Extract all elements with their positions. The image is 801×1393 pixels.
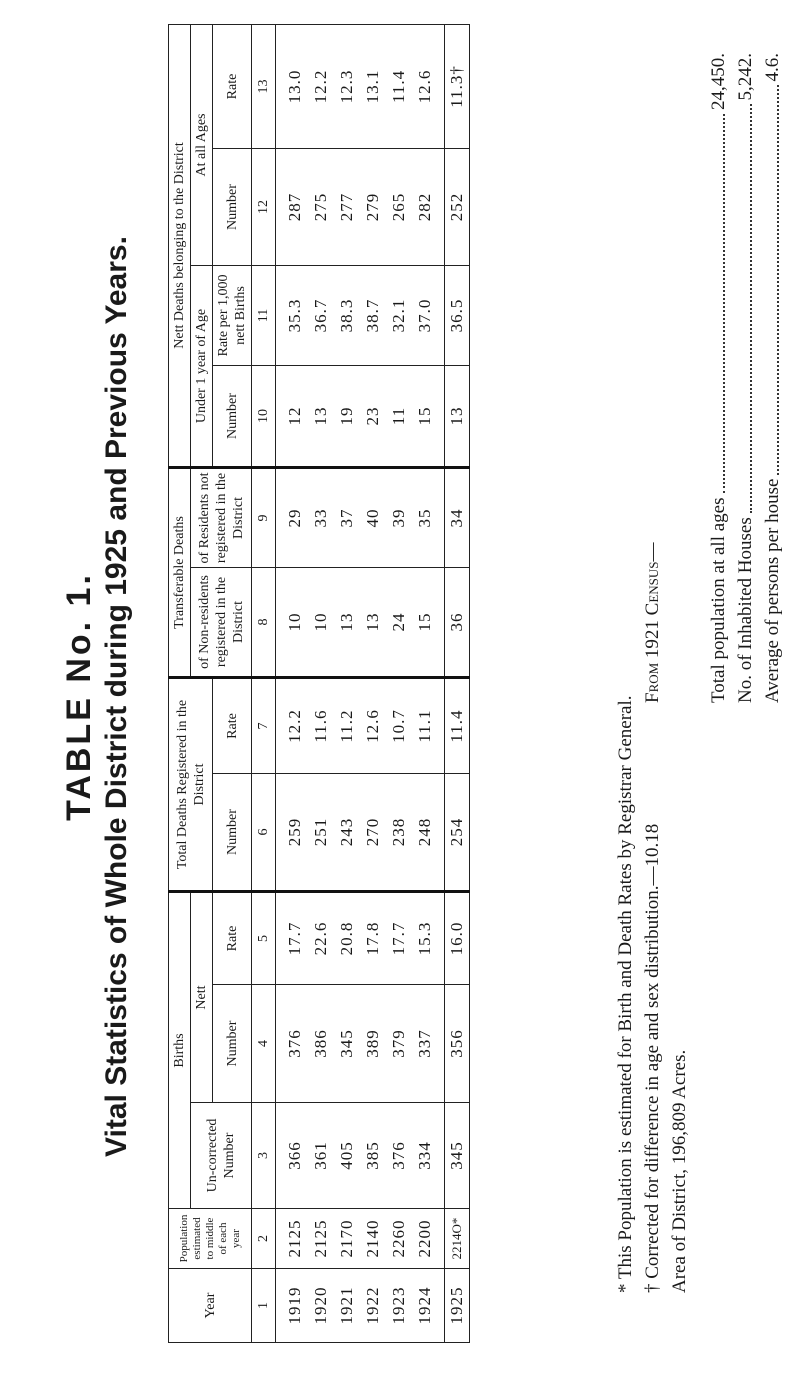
- cell-value: 37: [337, 508, 356, 528]
- cell-value: 275: [311, 192, 330, 222]
- birth-rate-column: [276, 892, 445, 985]
- under-1-rate-header: Rate per 1,000 nett Births: [213, 266, 252, 366]
- census-line: [759, 53, 786, 703]
- cell-value: 243: [337, 817, 356, 847]
- value-list: [282, 1273, 438, 1338]
- cell-value: 12: [285, 406, 304, 426]
- cell-value: 251: [311, 817, 330, 847]
- cell-value: 12.2: [311, 69, 330, 104]
- table-title: TABLE No. 1.: [60, 572, 98, 821]
- cell-value: 1920: [311, 1286, 330, 1325]
- all-ages-header: At all Ages: [191, 24, 213, 265]
- cell-value: 389: [363, 1029, 382, 1058]
- nett-header: Nett: [191, 892, 213, 1103]
- cell-value: 13: [363, 612, 382, 632]
- cell-value: 22.6: [311, 921, 330, 956]
- column-number: 5: [252, 892, 276, 985]
- uncorrected-births-column: [276, 1103, 445, 1209]
- total-deaths-rate-header: Rate: [213, 678, 252, 774]
- header-row-1: [169, 24, 191, 1342]
- cell-value: 13.0: [285, 69, 304, 104]
- total-nett-births: 356: [445, 985, 470, 1103]
- value-list: [282, 370, 438, 462]
- population-column: [276, 1209, 445, 1269]
- leader-dots: [705, 114, 725, 493]
- footnotes: [612, 93, 693, 1293]
- cell-value: 366: [285, 1141, 304, 1170]
- cell-value: 36.7: [311, 298, 330, 333]
- residents-not-registered-header: of Residents not registered in the District: [191, 468, 252, 568]
- residents-not-registered-column: [276, 468, 445, 568]
- leader-dots: [732, 105, 752, 514]
- cell-value: 287: [285, 192, 304, 222]
- total-deaths-rate-column: [276, 678, 445, 774]
- census-value: 4.6.: [762, 53, 783, 82]
- year-column: [276, 1269, 445, 1343]
- cell-value: 23: [363, 406, 382, 426]
- cell-value: 12.3: [337, 69, 356, 104]
- column-number: 1: [252, 1269, 276, 1343]
- cell-value: 17.7: [389, 921, 408, 956]
- column-number: 13: [252, 24, 276, 148]
- column-number: 2: [252, 1209, 276, 1269]
- cell-value: 2200: [415, 1219, 434, 1258]
- column-number: 6: [252, 774, 276, 892]
- value-list: [282, 989, 438, 1098]
- cell-value: 11.4: [389, 69, 408, 104]
- uncorrected-number-header: Un-corrected Number: [191, 1103, 252, 1209]
- under-1-number-header: Number: [213, 366, 252, 468]
- cell-value: 1919: [285, 1286, 304, 1325]
- total-non-residents: 36: [445, 568, 470, 678]
- cell-value: 376: [285, 1029, 304, 1058]
- cell-value: 17.7: [285, 921, 304, 956]
- value-list: [282, 683, 438, 769]
- transferable-deaths-header: Transferable Deaths: [169, 468, 191, 678]
- census-summary: [705, 53, 786, 703]
- cell-value: 11: [389, 406, 408, 426]
- cell-value: 337: [415, 1029, 434, 1058]
- cell-value: 1921: [337, 1286, 356, 1325]
- cell-value: 33: [311, 508, 330, 528]
- column-number: 11: [252, 266, 276, 366]
- census-line: [705, 53, 732, 703]
- birth-rate-header: Rate: [213, 892, 252, 985]
- census-label: Total population at all ages: [708, 497, 729, 703]
- column-number: 12: [252, 149, 276, 266]
- cell-value: 1922: [363, 1286, 382, 1325]
- cell-value: 376: [389, 1141, 408, 1170]
- cell-value: 38.3: [337, 298, 356, 333]
- cell-value: 259: [285, 817, 304, 847]
- value-list: [282, 473, 438, 563]
- cell-value: 35: [415, 508, 434, 528]
- data-row: [276, 24, 445, 1342]
- column-number: 8: [252, 568, 276, 678]
- cell-value: 13: [337, 612, 356, 632]
- total-under-1-number: 13: [445, 366, 470, 468]
- total-deaths-number-column: [276, 774, 445, 892]
- cell-value: 32.1: [389, 298, 408, 333]
- cell-value: 19: [337, 406, 356, 426]
- births-header: Births: [169, 892, 191, 1209]
- cell-value: 29: [285, 508, 304, 528]
- area-of-district: Area of District, 196,809 Acres.: [669, 1049, 690, 1293]
- cell-value: 279: [363, 192, 382, 222]
- population-header: Population estimated to middle of each year: [169, 1209, 252, 1269]
- total-residents-not-registered: 34: [445, 468, 470, 568]
- census-value: 24,450.: [708, 53, 729, 110]
- census-label: No. of Inhabited Houses: [735, 517, 756, 703]
- total-birth-rate: 16.0: [445, 892, 470, 985]
- value-list: [282, 778, 438, 886]
- census-value: 5,242.: [735, 53, 756, 101]
- cell-value: 39: [389, 508, 408, 528]
- vital-statistics-table: [168, 24, 470, 1343]
- cell-value: 277: [337, 192, 356, 222]
- cell-value: 37.0: [415, 298, 434, 333]
- total-all-ages-rate: 11.3†: [445, 24, 470, 148]
- cell-value: 379: [389, 1029, 408, 1058]
- cell-value: 15.3: [415, 921, 434, 956]
- column-number: 4: [252, 985, 276, 1103]
- cell-value: 2140: [363, 1219, 382, 1258]
- cell-value: 282: [415, 192, 434, 222]
- cell-value: 345: [337, 1029, 356, 1058]
- cell-value: 38.7: [363, 298, 382, 333]
- value-list: [282, 897, 438, 980]
- cell-value: 1924: [415, 1286, 434, 1325]
- cell-value: 361: [311, 1141, 330, 1170]
- column-number-row: [252, 24, 276, 1342]
- footnote-corrected: [639, 93, 666, 1293]
- cell-value: 238: [389, 817, 408, 847]
- census-line: [732, 53, 759, 703]
- total-under-1-rate: 36.5: [445, 266, 470, 366]
- cell-value: 10: [311, 612, 330, 632]
- cell-value: 35.3: [285, 298, 304, 333]
- cell-value: 248: [415, 817, 434, 847]
- nett-births-number-header: Number: [213, 985, 252, 1103]
- cell-value: 2170: [337, 1219, 356, 1258]
- value-list: [282, 270, 438, 361]
- cell-value: 265: [389, 192, 408, 222]
- cell-value: 24: [389, 612, 408, 632]
- footnote-population: * This Population is estimated for Birth and Death Rates by Registrar General.: [615, 695, 636, 1293]
- cell-value: 12.6: [363, 709, 382, 743]
- cell-value: 12.6: [415, 69, 434, 104]
- all-ages-rate-column: [276, 24, 445, 148]
- cell-value: 270: [363, 817, 382, 847]
- total-year: 1925: [445, 1269, 470, 1343]
- year-header: Year: [169, 1269, 252, 1343]
- non-residents-column: [276, 568, 445, 678]
- cell-value: 15: [415, 406, 434, 426]
- cell-value: 11.2: [337, 709, 356, 743]
- cell-value: 2125: [285, 1219, 304, 1258]
- all-ages-rate-header: Rate: [213, 24, 252, 148]
- cell-value: 13: [311, 406, 330, 426]
- under-1-header: Under 1 year of Age: [191, 266, 213, 468]
- nett-deaths-header: Nett Deaths belonging to the District: [169, 24, 191, 467]
- non-residents-header: of Non-residents registered in the District: [191, 568, 252, 678]
- total-deaths-number-header: Number: [213, 774, 252, 892]
- cell-value: 1923: [389, 1286, 408, 1325]
- cell-value: 10: [285, 612, 304, 632]
- footnote-corrected-text: † Corrected for difference in age and sex distribution.—10.18: [642, 823, 663, 1293]
- value-list: [282, 572, 438, 672]
- cell-value: 11.1: [415, 709, 434, 743]
- cell-value: 40: [363, 508, 382, 528]
- total-deaths-header: Total Deaths Registered in the District: [169, 678, 213, 892]
- cell-value: 13.1: [363, 69, 382, 104]
- value-list: [282, 1107, 438, 1204]
- all-ages-number-header: Number: [213, 149, 252, 266]
- cell-value: 334: [415, 1141, 434, 1170]
- table-subtitle: Vital Statistics of Whole District during 1925 and Previous Years.: [100, 236, 133, 1157]
- cell-value: 17.8: [363, 921, 382, 956]
- cell-value: 386: [311, 1029, 330, 1058]
- from-census-label: From 1921 Census—: [642, 542, 663, 703]
- under-1-rate-column: [276, 266, 445, 366]
- cell-value: 15: [415, 612, 434, 632]
- under-1-number-column: [276, 366, 445, 468]
- cell-value: 12.2: [285, 709, 304, 743]
- leader-dots: [759, 86, 779, 475]
- cell-value: 11.6: [311, 709, 330, 743]
- cell-value: 405: [337, 1141, 356, 1170]
- value-list: [282, 1213, 438, 1264]
- total-population: 2214O*: [445, 1209, 470, 1269]
- census-label: Average of persons per house: [762, 478, 783, 703]
- column-number: 7: [252, 678, 276, 774]
- total-deaths-rate: 11.4: [445, 678, 470, 774]
- total-uncorrected-births: 345: [445, 1103, 470, 1209]
- value-list: [282, 153, 438, 261]
- total-deaths-number: 254: [445, 774, 470, 892]
- value-list: [282, 29, 438, 144]
- column-number: 9: [252, 468, 276, 568]
- all-ages-number-column: [276, 149, 445, 266]
- cell-value: 385: [363, 1141, 382, 1170]
- cell-value: 2260: [389, 1219, 408, 1258]
- column-number: 10: [252, 366, 276, 468]
- cell-value: 20.8: [337, 921, 356, 956]
- nett-births-column: [276, 985, 445, 1103]
- total-row: [445, 24, 470, 1342]
- column-number: 3: [252, 1103, 276, 1209]
- cell-value: 10.7: [389, 709, 408, 743]
- total-all-ages-number: 252: [445, 149, 470, 266]
- cell-value: 2125: [311, 1219, 330, 1258]
